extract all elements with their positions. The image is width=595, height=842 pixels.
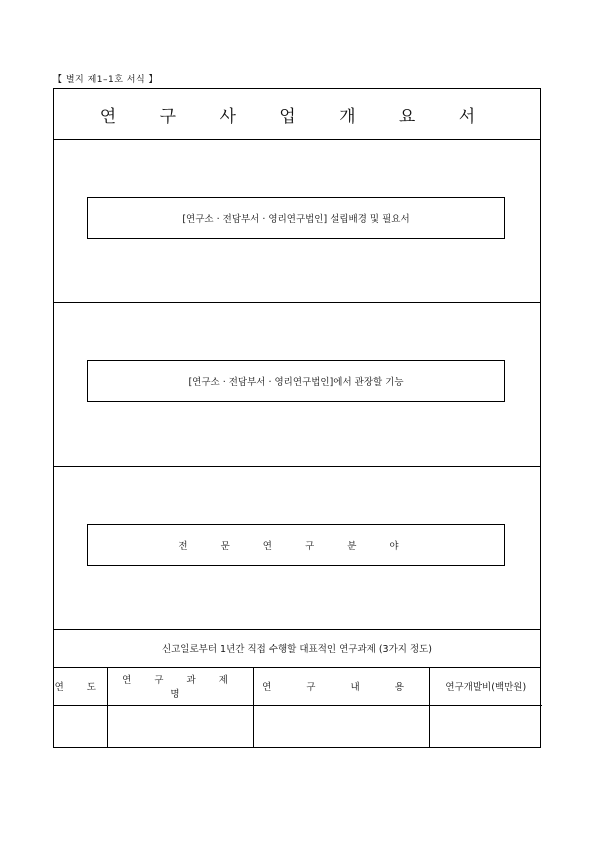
section-background [54, 139, 540, 303]
form-title: 연 구 사 업 개 요 서 [54, 89, 540, 140]
form-number-label: 【 별지 제1–1호 서식 】 [53, 75, 159, 85]
section-research-field [54, 466, 540, 630]
project-table [54, 667, 542, 748]
form-frame [53, 88, 541, 748]
header-year: 연 도 [54, 667, 107, 706]
section-functions [54, 302, 540, 467]
section-functions-box: [연구소 · 전담부서 · 영리연구법인]에서 관장할 기능 [87, 360, 505, 402]
header-research-content: 연 구 내 용 [253, 667, 429, 706]
table-row [54, 706, 542, 749]
section-background-box: [연구소 · 전담부서 · 영리연구법인] 설립배경 및 필요서 [87, 197, 505, 239]
section-research-field-box: 전 문 연 구 분 야 [87, 524, 505, 566]
cell-year[interactable] [54, 706, 107, 749]
cell-research-content[interactable] [253, 706, 429, 749]
cell-rnd-cost[interactable] [429, 706, 542, 749]
project-table-header-row [54, 667, 542, 706]
header-project-name: 연 구 과 제 명 [107, 667, 253, 706]
cell-project-name[interactable] [107, 706, 253, 749]
project-caption: 신고일로부터 1년간 직접 수행할 대표적인 연구과제 (3가지 정도) [54, 629, 540, 668]
header-rnd-cost: 연구개발비(백만원) [429, 667, 542, 706]
